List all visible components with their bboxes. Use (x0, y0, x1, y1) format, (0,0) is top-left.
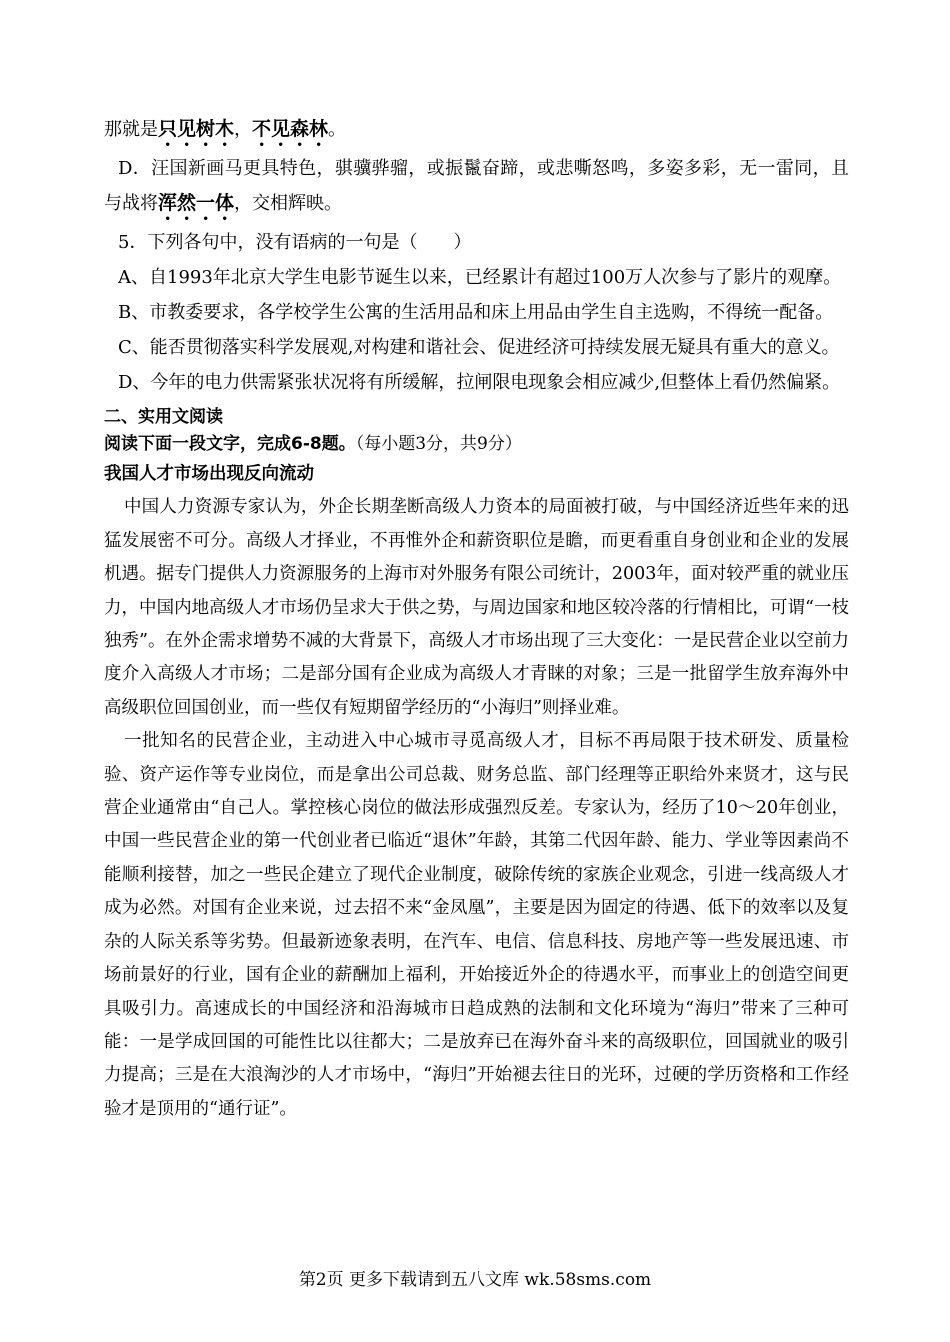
page-content (104, 112, 849, 1126)
article-paragraph-2: 一批知名的民营企业，主动进入中心城市寻觅高级人才，目标不再局限于技术研发、质量检验、资产运作等专业岗位，而是拿出公司总裁、财务总监、部门经理等正职给外来贤才，这与民营企业通常由“自己人。掌控核心岗位的做法形成强烈反差。专家认为，经历了10～20年创业，中国一些民营企业的第一代创业者已临近“退休”年龄，其第二代因年龄、能力、学业等因素尚不能顺利接替，加之一些民企建立了现代企业制度，破除传统的家族企业观念，引进一线高级人才成为必然。对国有企业来说，过去招不来“金凤凰”，主要是因为固定的待遇、低下的效率以及复杂的人际关系等劣势。但最新迹象表明，在汽车、电信、信息科技、房地产等一些发展迅速、市场前景好的行业，国有企业的薪酬加上福利，开始接近外企的待遇水平，而事业上的创造空间更具吸引力。高速成长的中国经济和沿海城市日趋成熟的法制和文化环境为“海归”带来了三种可能：一是学成回国的可能性比以往都大；二是放弃已在海外奋斗来的高级职位，回国就业的吸引力提高；三是在大浪淘沙的人才市场中，“海归”开始褪去往日的光环，过硬的学历资格和工作经验才是顶用的“通行证”。 (104, 731, 849, 1119)
q5-option-b: B、市教委要求，各学校学生公寓的生活用品和床上用品由学生自主选购，不得统一配备。 (118, 302, 834, 323)
q5-option-d: D、今年的电力供需紧张状况将有所缓解，拉闸限电现象会相应减少,但整体上看仍然偏紧。 (118, 372, 841, 393)
q4-c-prefix: 那就是 (104, 119, 158, 140)
article (104, 458, 849, 1126)
q4-option-c-end (104, 112, 849, 151)
q4-c-emph-1: 只见树木 (158, 118, 235, 140)
q5-option-a: A、自1993年北京大学生电影节诞生以来，已经累计有超过100万人次参与了影片的观摩。 (118, 267, 842, 288)
q4-option-d (104, 151, 849, 225)
q4-c-suffix: 。 (328, 119, 347, 140)
article-paragraph-1: 中国人力资源专家认为，外企长期垄断高级人力资本的局面被打破，与中国经济近些年来的迅猛发展密不可分。高级人才择业，不再惟外企和薪资职位是瞻，而更看重自身创业和企业的发展机遇。据专门提供人力资源服务的上海市对外服务有限公司统计，2003年，面对较严重的就业压力，中国内地高级人才市场仍呈求大于供之势，与周边国家和地区较冷落的行情相比，可谓“一枝独秀”。在外企需求增势不减的大背景下，高级人才市场出现了三大变化：一是民营企业以空前力度介入高级人才市场；二是部分国有企业成为高级人才青睐的对象；三是一批留学生放弃海外中高级职位回国创业，而一些仅有短期留学经历的“小海归”则择业难。 (104, 497, 849, 718)
q4-d-emph: 浑然一体 (158, 192, 235, 214)
q4-d-suffix: ，交相辉映。 (234, 193, 343, 214)
instruction-rest: （每小题3分，共9分） (355, 434, 522, 454)
q4-c-sep: ， (234, 119, 253, 140)
q5-option-c: C、能否贯彻落实科学发展观,对构建和谐社会、促进经济可持续发展无疑具有重大的意义。 (118, 337, 840, 358)
article-title: 我国人才市场出现反向流动 (104, 464, 314, 484)
section-instruction (104, 431, 849, 458)
section-heading: 二、实用文阅读 (104, 407, 223, 427)
q4-d-text: D．汪国新画马更具特色，骐骥骅骝，或振鬣奋蹄，或悲嘶怒鸣，多姿多彩，无一雷同，且与战将 (104, 158, 849, 214)
q5-stem: 5．下列各句中，没有语病的一句是（ ） (118, 232, 472, 253)
page-footer: 第2页 更多下载请到五八文库 wk.58sms.com (298, 1270, 652, 1290)
instruction-bold: 阅读下面一段文字，完成6-8题。 (104, 434, 356, 454)
q4-c-emph-2: 不见森林 (252, 118, 329, 140)
